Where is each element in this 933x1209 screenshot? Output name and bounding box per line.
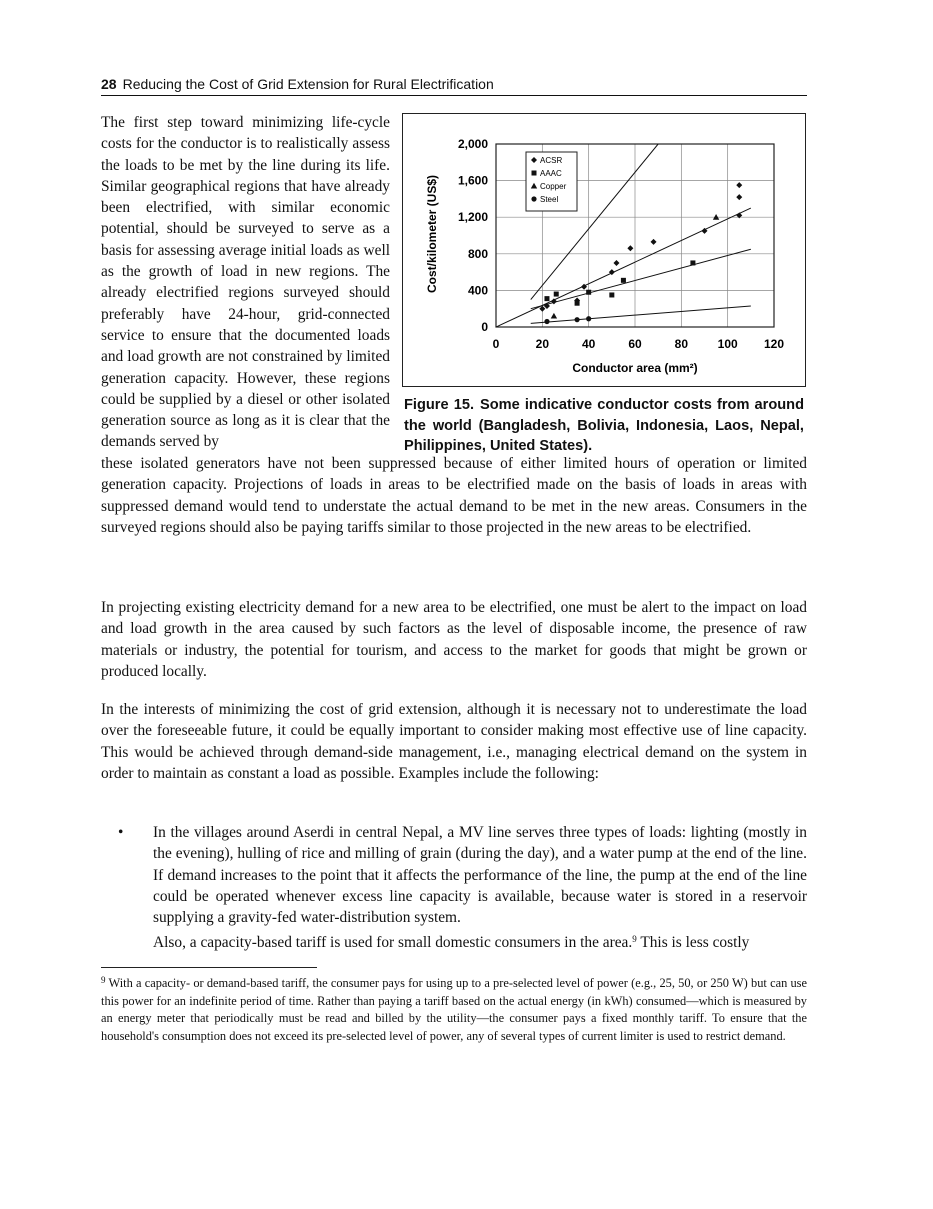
paragraph-2: In projecting existing electricity demand for a new area to be electrified, one must be alert to the impact on load and load growth in the area caused by such factors as the level of disposable income, the presence of raw materials or industry, the potential for tourism, and access to the market for goods that might be grown or produced locally.	[101, 599, 807, 680]
aaac-point	[586, 290, 591, 295]
footnote-text: With a capacity- or demand-based tariff, the consumer pays for using up to a pre-selected level of power (e.g., 25, 50, or 250 W) but can use this power for an indefinite period of time. Rather than paying a tariff based on the actual energy (in kWh) consumed—which is measured by an energy meter that periodically must be read and billed by the utility—the consumer pays a fixed monthly tariff. To ensure that the household's consumption does not exceed its pre-selected level of power, any of several types of current limiter is used to restrict demand.	[101, 976, 807, 1043]
steel-point	[586, 316, 591, 321]
steel-point	[544, 319, 549, 324]
aaac-point	[621, 278, 626, 283]
legend-label-aaac: AAAC	[540, 169, 562, 178]
paragraph-3-block	[101, 699, 807, 784]
running-header	[101, 76, 807, 96]
footnote-number: 9	[101, 975, 106, 985]
tick-labels	[458, 137, 784, 351]
page-number: 28	[101, 76, 117, 92]
acsr-point	[736, 194, 742, 200]
legend-label-acsr: ACSR	[540, 156, 563, 165]
y-tick-label: 2,000	[457, 137, 488, 151]
figure-15	[402, 113, 806, 387]
figure-caption-text: Some indicative conductor costs from around the world (Bangladesh, Bolivia, Indonesia, Laos, Nepal, Philippines, United States).	[404, 397, 804, 454]
footnote-reference: 9	[632, 934, 637, 945]
steel-point	[574, 317, 579, 322]
acsr-point	[613, 260, 619, 266]
chart-legend	[526, 152, 577, 211]
aaac-trend-line	[531, 249, 751, 308]
bullet-list-item	[118, 822, 807, 954]
legend-marker-aaac	[532, 171, 537, 176]
bullet-continuation-start: Also, a capacity-based tariff is used for small domestic consumers in the area.	[153, 934, 633, 952]
paragraph-2-block	[101, 597, 807, 682]
x-tick-label: 100	[717, 337, 738, 351]
wrapped-paragraph	[101, 112, 390, 453]
y-axis-label: Cost/kilometer (US$)	[425, 174, 439, 294]
legend-marker-steel	[531, 196, 536, 201]
y-tick-label: 400	[467, 283, 488, 298]
aaac-point	[609, 292, 614, 297]
acsr-point	[736, 182, 742, 188]
y-tick-label: 800	[467, 246, 488, 261]
figure-label: Figure 15.	[404, 397, 474, 413]
bullet-continuation-end: This is less costly	[636, 934, 750, 952]
bullet-continuation	[153, 932, 807, 953]
y-tick-label: 0	[481, 320, 488, 334]
footnote-separator	[101, 967, 317, 968]
aaac-point	[554, 292, 559, 297]
x-tick-label: 40	[581, 337, 596, 351]
y-tick-label: 1,600	[457, 173, 488, 188]
paragraph-1-continued: these isolated generators have not been suppressed because of either limited hours of operation or limited generation capacity. Projections of loads in areas to be electrified made on the basis of loads in areas with suppressed demand would tend to understate the actual demand to be met in the new areas. Consumers in the surveyed regions should also be paying tariffs similar to those projected in the new areas to be electrified.	[101, 455, 807, 536]
copper-point	[551, 313, 557, 319]
legend-label-steel: Steel	[540, 195, 559, 204]
paragraph-1-continued-block	[101, 453, 807, 538]
chart-svg	[403, 114, 805, 386]
footnote	[101, 975, 807, 1045]
figure-caption	[404, 395, 804, 457]
x-tick-label: 60	[628, 337, 642, 351]
aaac-point	[690, 260, 695, 265]
x-tick-label: 120	[763, 337, 785, 351]
bullet-marker: •	[118, 824, 124, 841]
x-tick-label: 0	[492, 337, 500, 351]
acsr-point	[627, 245, 633, 251]
x-tick-label: 80	[674, 337, 689, 351]
y-tick-label: 1,200	[457, 210, 488, 225]
steel-trend-line	[531, 306, 751, 323]
paragraph-3: In the interests of minimizing the cost of grid extension, although it is necessary not to underestimate the load over the foreseeable future, it could be equally important to consider making most effective use of line capacity. This would be achieved through demand-side management, i.e., managing electrical demand on the system in order to maintain as constant a load as possible. Examples include the following:	[101, 701, 807, 782]
x-tick-label: 20	[535, 337, 550, 351]
paragraph-1-start: The first step toward minimizing life-cycle costs for the conductor is to realistically assess the loads to be met by the line during its life. Similar geographical regions that have already been electrified, with similar economic potential, should be surveyed to serve as a basis for assessing average initial loads as well as the growth of load in new regions. The already electrified regions surveyed should preferably have 24-hour, grid-connected service to ensure that the documented loads and load growth are not constrained by limited generation capacity. However, these regions could be supplied by a diesel or other isolated generation source as long as it is clear that the demands served by	[101, 114, 390, 451]
acsr-point	[651, 239, 657, 245]
legend-label-copper: Copper	[540, 182, 567, 191]
x-axis-label: Conductor area (mm²)	[572, 361, 698, 375]
aaac-point	[544, 296, 549, 301]
bullet-text: In the villages around Aserdi in central Nepal, a MV line serves three types of loads: lighting (mostly in the evening), hulling of rice and milling of grain (during the day), and a water pump at the end of the line. If demand increases to the point that it affects the performance of the line, the pump at the end of the line could be operated whenever excess line capacity is available, because water is stored in a reservoir supplying a gravity-fed water-distribution system.	[153, 824, 807, 927]
aaac-point	[575, 301, 580, 306]
running-title: Reducing the Cost of Grid Extension for Rural Electrification	[122, 76, 494, 92]
